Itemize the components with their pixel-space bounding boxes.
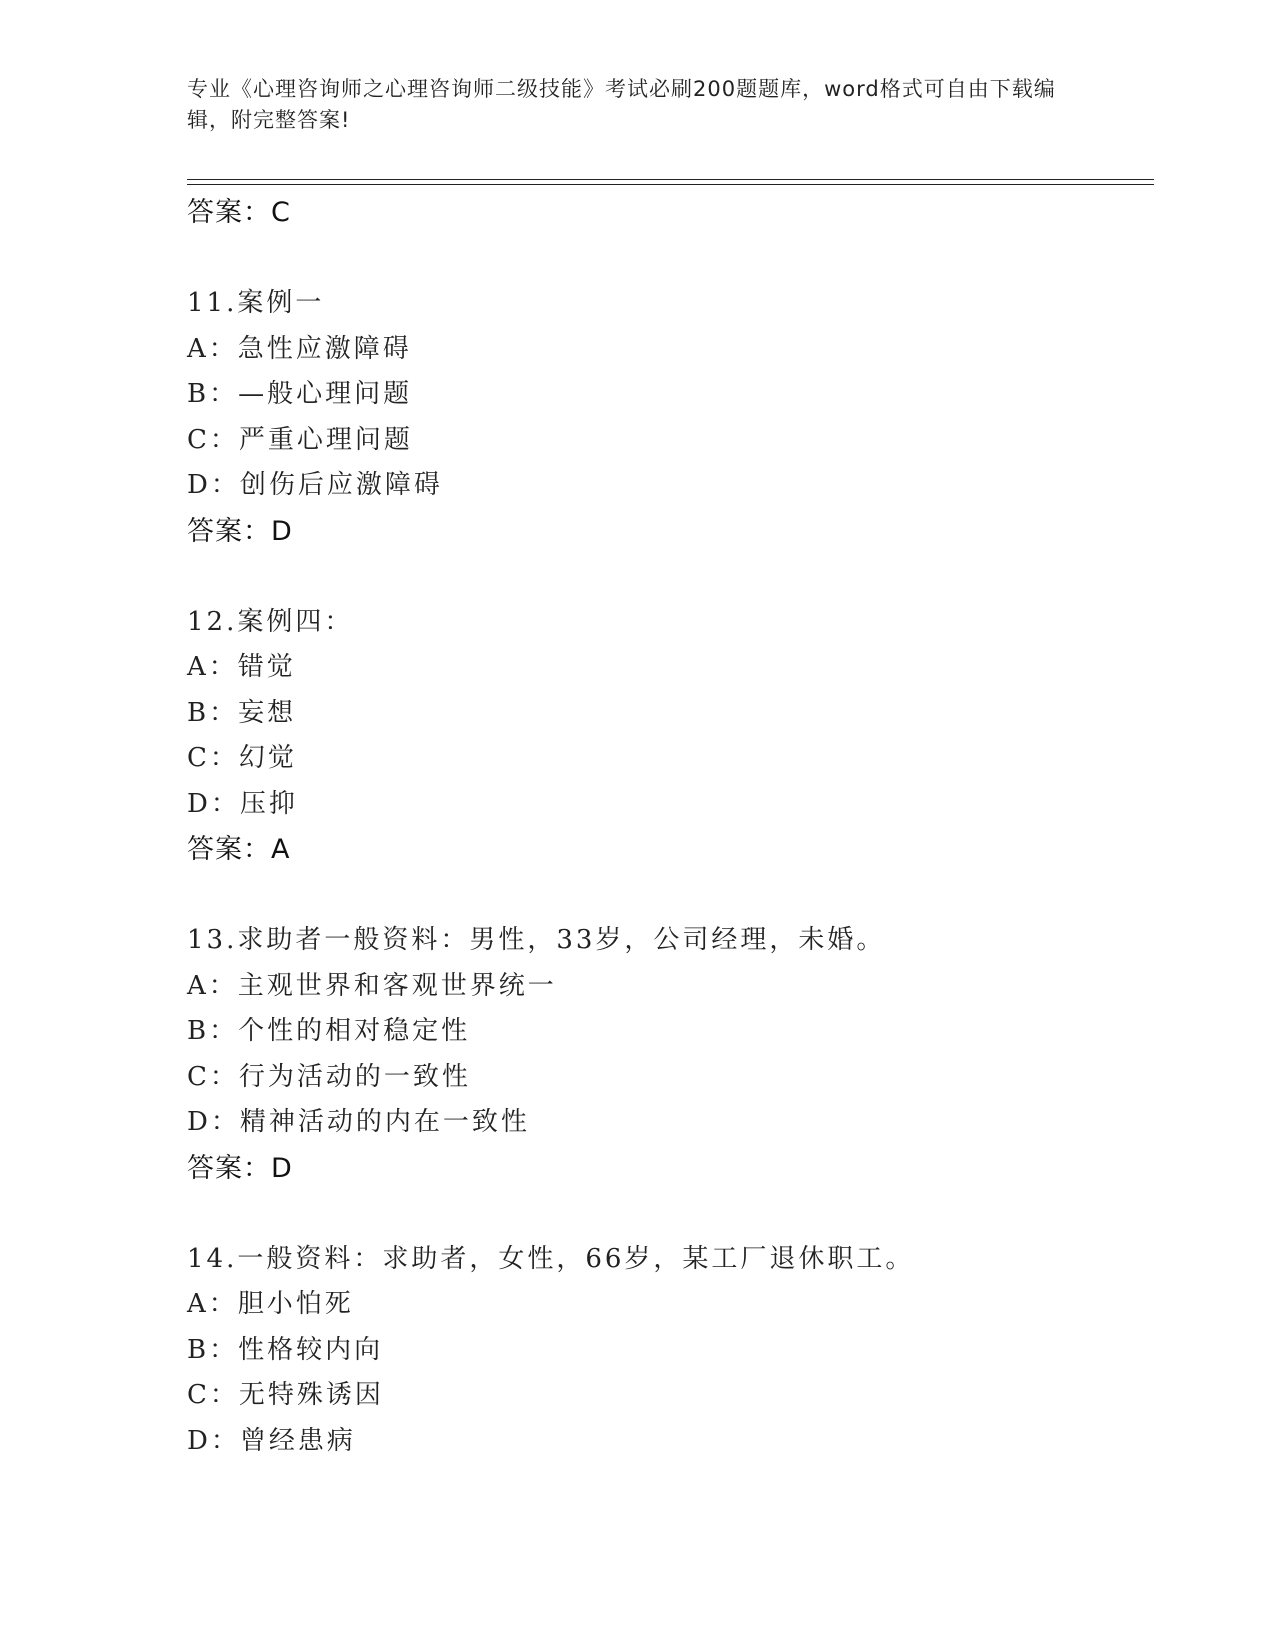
header-rule-bottom bbox=[187, 184, 1154, 185]
question-13 bbox=[187, 918, 1147, 1191]
answer-line: 答案：D bbox=[187, 1152, 293, 1184]
option-c: C：严重心理问题 bbox=[187, 424, 413, 455]
answer-line: 答案：C bbox=[187, 197, 291, 228]
option-c: C：行为活动的一致性 bbox=[187, 1061, 471, 1092]
option-a: A：主观世界和客观世界统一 bbox=[187, 970, 557, 1001]
question-stem: 11.案例一 bbox=[187, 288, 325, 318]
option-d: D：创伤后应激障碍 bbox=[187, 470, 443, 500]
option-b: B：—般心理问题 bbox=[187, 379, 413, 409]
document-header: 专业《心理咨询师之心理咨询师二级技能》考试必刷200题题库，word格式可自由下载编辑，附完整答案! bbox=[187, 77, 1056, 132]
option-d: D：精神活动的内在一致性 bbox=[187, 1107, 530, 1137]
option-b: B：个性的相对稳定性 bbox=[187, 1016, 471, 1046]
question-stem: 13.求助者一般资料：男性，33岁，公司经理，未婚。 bbox=[187, 925, 886, 955]
question-14 bbox=[187, 1237, 1147, 1465]
question-stem: 14.一般资料：求助者，女性，66岁，某工厂退休职工。 bbox=[187, 1243, 915, 1274]
option-a: A：胆小怕死 bbox=[187, 1289, 354, 1319]
option-a: A：错觉 bbox=[187, 652, 296, 682]
option-b: B：妄想 bbox=[187, 697, 297, 728]
option-c: C：无特殊诱因 bbox=[187, 1380, 384, 1410]
option-b: B：性格较内向 bbox=[187, 1334, 384, 1365]
answer-line: 答案：D bbox=[187, 515, 293, 547]
question-11 bbox=[187, 281, 1147, 554]
header-rule-top bbox=[187, 179, 1154, 180]
option-a: A：急性应激障碍 bbox=[187, 333, 412, 364]
answer-line: 答案：A bbox=[187, 834, 291, 865]
question-stem: 12.案例四： bbox=[187, 606, 354, 637]
option-c: C：幻觉 bbox=[187, 743, 297, 773]
document-body bbox=[187, 190, 1147, 1464]
option-d: D：曾经患病 bbox=[187, 1425, 356, 1456]
option-d: D：压抑 bbox=[187, 788, 298, 819]
question-12 bbox=[187, 600, 1147, 873]
